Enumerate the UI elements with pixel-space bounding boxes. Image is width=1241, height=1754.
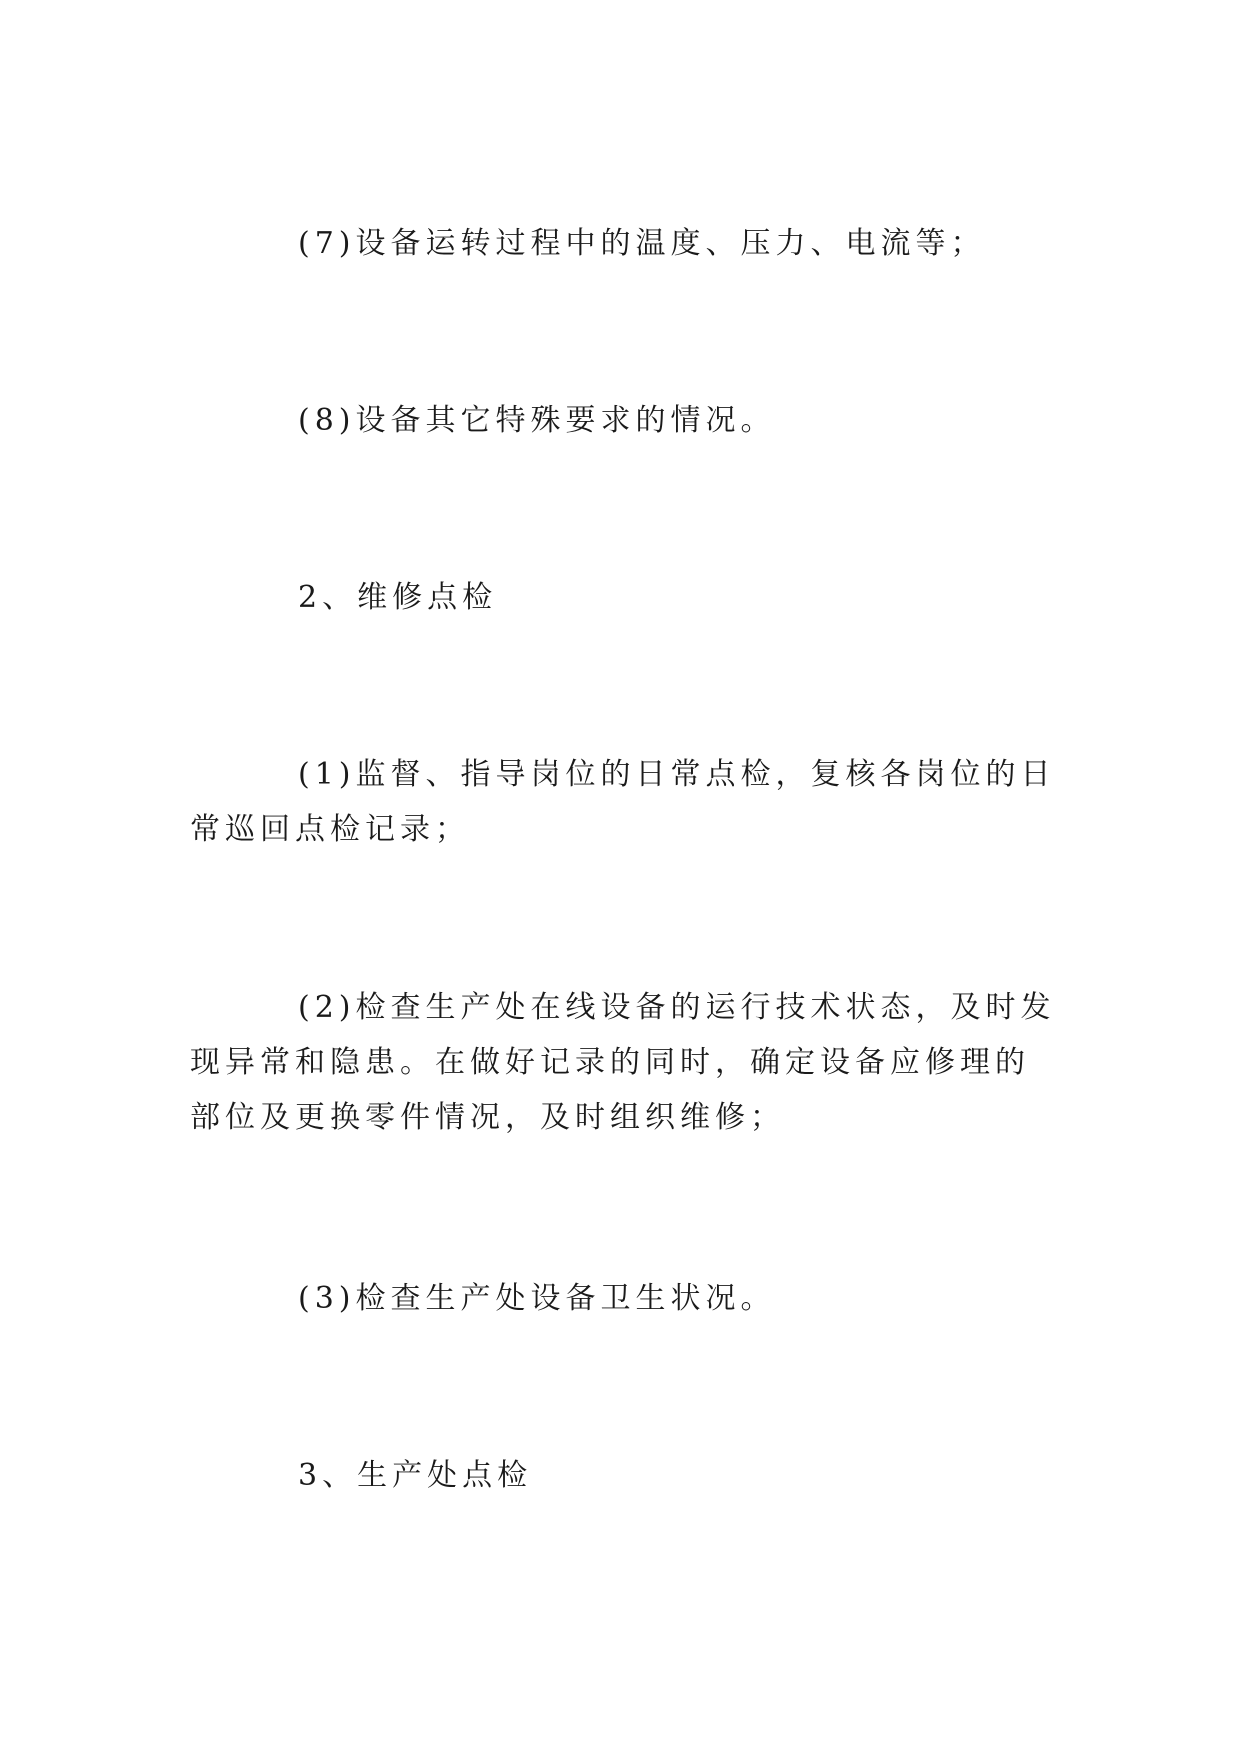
list-item-7: (7)设备运转过程中的温度、压力、电流等； [298, 226, 986, 261]
list-item-2: (2)检查生产处在线设备的运行技术状态，及时发现异常和隐患。在做好记录的同时，确定设备应修理的部位及更换零件情况，及时组织维修； [190, 990, 1056, 1135]
section-heading-production-inspection: 3、生产处点检 [298, 1458, 533, 1493]
list-item-1: (1)监督、指导岗位的日常点检，复核各岗位的日常巡回点检记录； [190, 757, 1056, 847]
list-item-3: (3)检查生产处设备卫生状况。 [298, 1281, 776, 1316]
section-heading-maintenance-inspection: 2、维修点检 [298, 580, 498, 615]
list-item-8: (8)设备其它特殊要求的情况。 [298, 403, 776, 438]
